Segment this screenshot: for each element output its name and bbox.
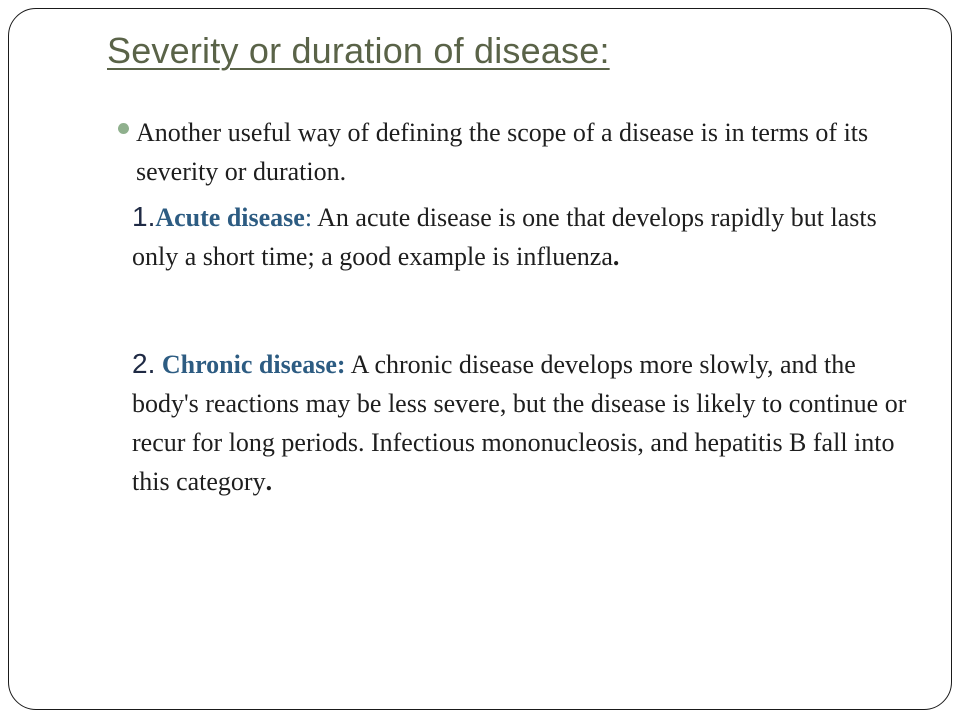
item-separator: : bbox=[304, 203, 313, 232]
slide-title: Severity or duration of disease: bbox=[107, 30, 610, 71]
item-number: 1. bbox=[132, 201, 156, 232]
intro-text: Another useful way of defining the scope of a disease is in terms of its severity or duration. bbox=[136, 118, 869, 186]
bullet-dot-icon bbox=[118, 123, 129, 134]
item-end: . bbox=[265, 467, 273, 496]
acute-disease-item bbox=[132, 197, 922, 276]
item-term: Chronic disease: bbox=[155, 350, 346, 379]
chronic-disease-item bbox=[132, 344, 922, 501]
item-term: Acute disease bbox=[155, 203, 305, 232]
item-description: An acute disease is one that develops rapidly but lasts only a short time; a good example is influenza bbox=[132, 203, 877, 271]
item-end: . bbox=[612, 242, 620, 271]
intro-bullet bbox=[116, 113, 906, 191]
item-description: A chronic disease develops more slowly, and the body's reactions may be less severe, but the disease is likely to continue or recur for long periods. Infectious mononucleosis, and hepatitis B fall into this category bbox=[132, 350, 907, 496]
item-number: 2. bbox=[132, 348, 156, 379]
